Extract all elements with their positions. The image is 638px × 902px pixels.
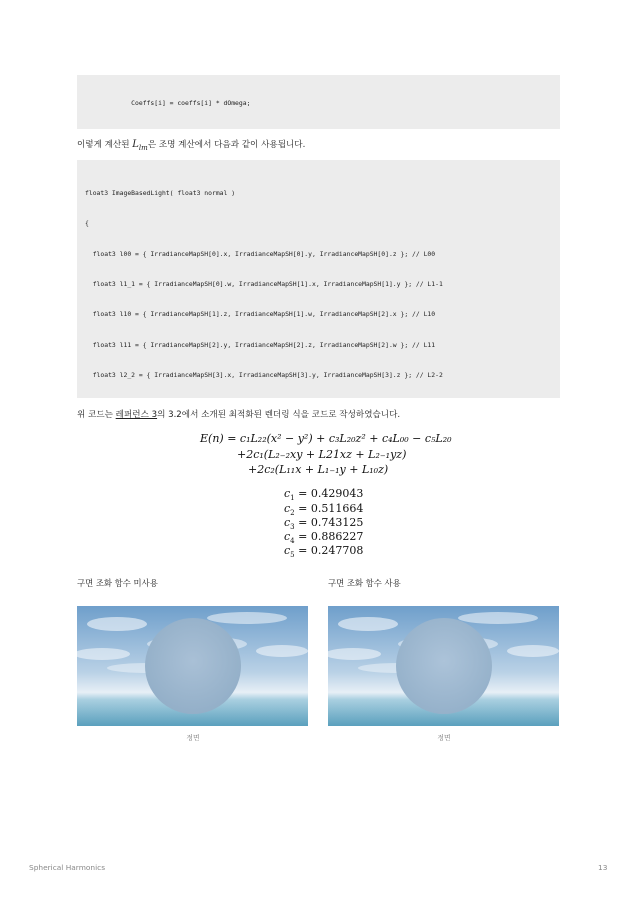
- math-L-base: L: [132, 139, 139, 150]
- code-line: float3 l2_2 = { IrradianceMapSH[3].x, IrradianceMapSH[3].y, IrradianceMapSH[3].z }; // L2-2: [85, 370, 443, 379]
- equation-line-1: E(n) = c₁L₂₂(x² − y²) + c₃L₂₀z² + c₄L₀₀ − c₅L₂₀: [200, 432, 452, 445]
- coefficient-c1: $c_1 = 0.429043$: [284, 487, 364, 503]
- figure-right-caption: 정면: [437, 734, 451, 742]
- coef-value: 0.743125: [310, 516, 364, 529]
- code-line: float3 l1_1 = { IrradianceMapSH[0].w, IrradianceMapSH[1].x, IrradianceMapSH[1].y }; // L1-1: [85, 280, 443, 289]
- math-L-sub: lm: [138, 144, 148, 152]
- coef-sub: 5: [290, 551, 295, 560]
- coefficient-c3: $c_3 = 0.743125$: [284, 516, 364, 532]
- equation-line-3: +2c₂(L₁₁x + L₁₋₁y + L₁₀z): [248, 463, 389, 476]
- coef-sub: 3: [290, 523, 295, 532]
- paragraph-2-after: 의 3.2에서 소개된 최적화된 렌더링 식을 코드로 작성하였습니다.: [157, 410, 401, 420]
- render-without-sh: [77, 606, 308, 726]
- coef-name: c: [284, 544, 291, 557]
- code-line: float3 ImageBasedLight( float3 normal ): [85, 189, 236, 198]
- code-line: [85, 128, 560, 129]
- equation-line-2: +2c₁(L₂₋₂xy + L21xz + L₂₋₁yz): [237, 448, 407, 461]
- math-L: [132, 139, 148, 150]
- figure-left-title: 구면 조화 함수 미사용: [77, 578, 158, 588]
- code-line: Coeffs[i] = coeffs[i] * dOmega;: [85, 99, 251, 108]
- coef-name: c: [284, 530, 291, 543]
- code-line: float3 l10 = { IrradianceMapSH[1].z, IrradianceMapSH[1].w, IrradianceMapSH[2].x }; // L10: [85, 310, 436, 319]
- code-line: float3 l11 = { IrradianceMapSH[2].y, IrradianceMapSH[2].z, IrradianceMapSH[2].w }; // L11: [85, 340, 436, 349]
- code-block-1: [77, 75, 560, 129]
- code-line: float3 l00 = { IrradianceMapSH[0].x, IrradianceMapSH[0].y, IrradianceMapSH[0].z }; // L00: [85, 249, 436, 258]
- render-with-sh: [328, 606, 559, 726]
- figure-left-caption: 정면: [186, 734, 200, 742]
- footer-title: Spherical Harmonics: [29, 863, 106, 872]
- paragraph-1-before: 이렇게 계산된: [77, 140, 133, 150]
- coefficient-c4: $c_4 = 0.886227$: [284, 530, 364, 546]
- paragraph-1: [77, 138, 305, 152]
- coef-sub: 2: [290, 509, 295, 518]
- coef-value: 0.886227: [310, 530, 364, 543]
- reference-link[interactable]: 레퍼런스 3: [115, 410, 158, 420]
- coef-name: c: [284, 502, 291, 515]
- coef-sub: 1: [290, 494, 295, 503]
- code-line: {: [85, 219, 89, 228]
- coef-name: c: [284, 487, 291, 500]
- figure-right-title: 구면 조화 함수 사용: [328, 578, 401, 588]
- paragraph-2: [77, 408, 400, 420]
- coef-sub: 4: [290, 537, 295, 546]
- paragraph-2-before: 위 코드는: [77, 410, 116, 420]
- page-number: 13: [598, 863, 608, 872]
- coef-name: c: [284, 516, 291, 529]
- code-block-2: [77, 160, 560, 398]
- paragraph-1-after: 은 조명 계산에서 다음과 같이 사용됩니다.: [147, 140, 306, 150]
- coef-value: 0.247708: [310, 544, 364, 557]
- coef-value: 0.511664: [310, 502, 364, 515]
- coef-value: 0.429043: [310, 487, 364, 500]
- coefficient-c2: $c_2 = 0.511664$: [284, 502, 364, 518]
- coefficient-c5: $c_5 = 0.247708$: [284, 544, 364, 560]
